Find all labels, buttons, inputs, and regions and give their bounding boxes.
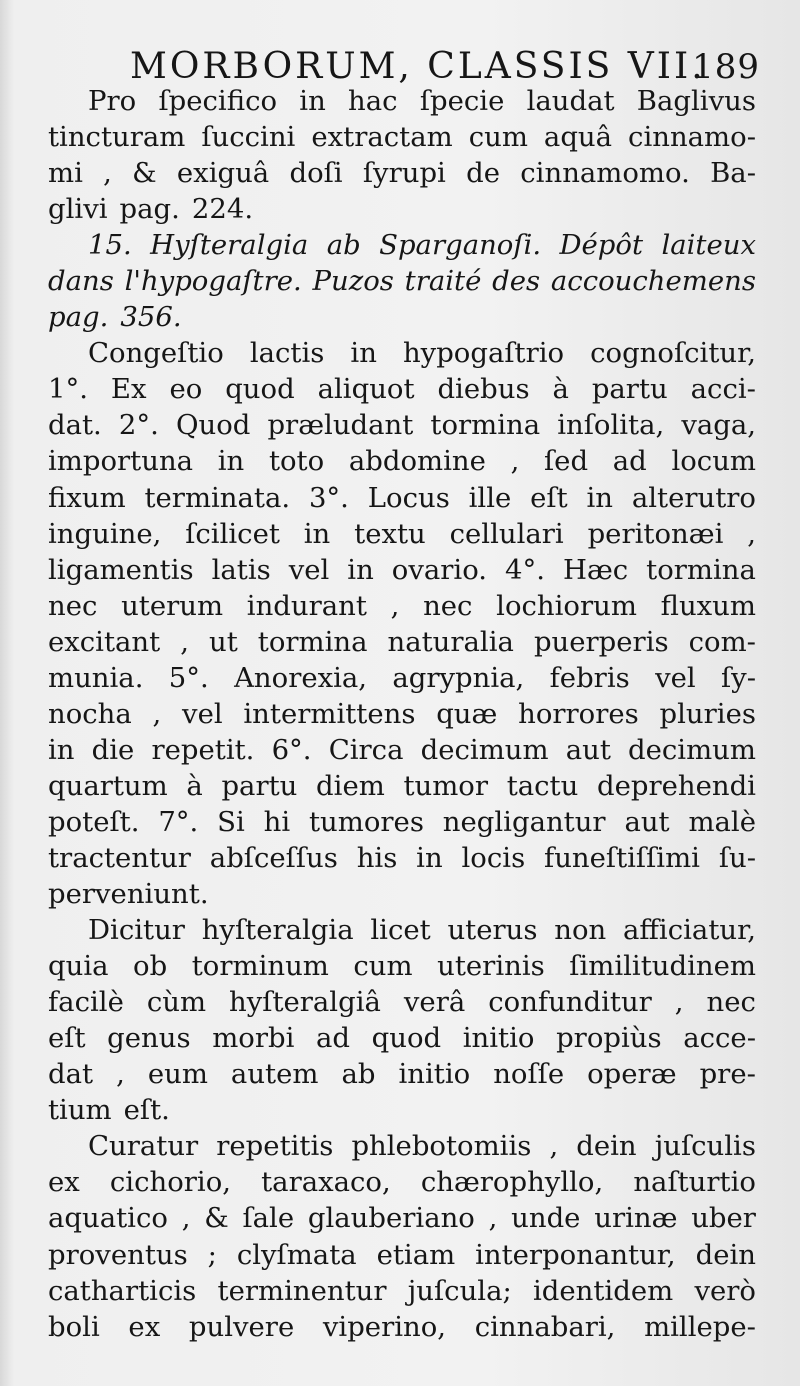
text-line: nec uterum indurant , nec lochiorum fluxum: [48, 589, 756, 622]
text-line: munia. 5°. Anorexia, agrypnia, febris vel ſy-: [48, 661, 756, 694]
text-line: fixum terminata. 3°. Locus ille eſt in alterutro: [48, 481, 756, 514]
running-title: MORBORUM, CLASSIS VII.: [130, 46, 706, 87]
text-line: quia ob torminum cum uterinis ſimilitudinem: [48, 950, 756, 983]
text-line: quartum à partu diem tumor tactu deprehendi: [48, 769, 756, 802]
page-number: 189: [692, 47, 760, 87]
body-text: [48, 83, 756, 1345]
text-line: inguine, ſcilicet in textu cellulari peritonæi ,: [48, 517, 756, 550]
text-line: catharticis terminentur juſcula; identidem verò: [48, 1274, 756, 1307]
text-line: Curatur repetitis phlebotomiis , dein juſculis: [88, 1130, 756, 1163]
text-line: 1°. Ex eo quod aliquot diebus à partu acci-: [48, 373, 756, 406]
text-line: tractentur abſceſſus his in locis funeſtiſſimi ſu-: [48, 841, 756, 874]
text-line: excitant , ut tormina naturalia puerperis com-: [48, 625, 756, 658]
text-line: perveniunt.: [48, 878, 209, 911]
text-line: poteſt. 7°. Si hi tumores negligantur aut malè: [48, 805, 756, 838]
text-line: mi , & exiguâ doſi ſyrupi de cinnamomo. Ba-: [48, 157, 756, 190]
text-line: nocha , vel intermittens quæ horrores pluries: [48, 697, 756, 730]
text-line: Congeſtio lactis in hypogaſtrio cognoſcitur,: [88, 337, 756, 370]
text-line: boli ex pulvere viperino, cinnabari, millepe-: [48, 1310, 756, 1343]
text-line: proventus ; clyſmata etiam interponantur, dein: [48, 1238, 756, 1271]
text-line: dat. 2°. Quod præludant tormina inſolita, vaga,: [48, 409, 756, 442]
text-line: pag. 356.: [48, 301, 182, 334]
text-line: glivi pag. 224.: [48, 193, 254, 226]
text-line: tincturam ſuccini extractam cum aquâ cinnamo-: [48, 121, 756, 154]
text-line: ex cichorio, taraxaco, chærophyllo, naſturtio: [48, 1166, 756, 1199]
text-line: tium eſt.: [48, 1094, 170, 1127]
text-line: dat , eum autem ab initio noſſe operæ pre-: [48, 1058, 756, 1091]
text-line: eſt genus morbi ad quod initio propiùs acce-: [48, 1022, 756, 1055]
text-line: importuna in toto abdomine , ſed ad locum: [48, 445, 756, 478]
text-line: facilè cùm hyſteralgiâ verâ confunditur , nec: [48, 986, 756, 1019]
text-line: aquatico , & ſale glauberiano , unde urinæ uber: [48, 1202, 756, 1235]
text-line: dans l'hypogaſtre. Puzos traité des accouchemens: [48, 265, 756, 298]
text-line: 15. Hyſteralgia ab Sparganoſi. Dépôt laiteux: [88, 229, 756, 262]
text-line: in die repetit. 6°. Circa decimum aut decimum: [48, 733, 756, 766]
text-line: Dicitur hyſteralgia licet uterus non afficiatur,: [88, 914, 756, 947]
text-line: ligamentis latis vel in ovario. 4°. Hæc tormina: [48, 553, 756, 586]
text-line: Pro ſpecifico in hac ſpecie laudat Baglivus: [88, 85, 756, 117]
